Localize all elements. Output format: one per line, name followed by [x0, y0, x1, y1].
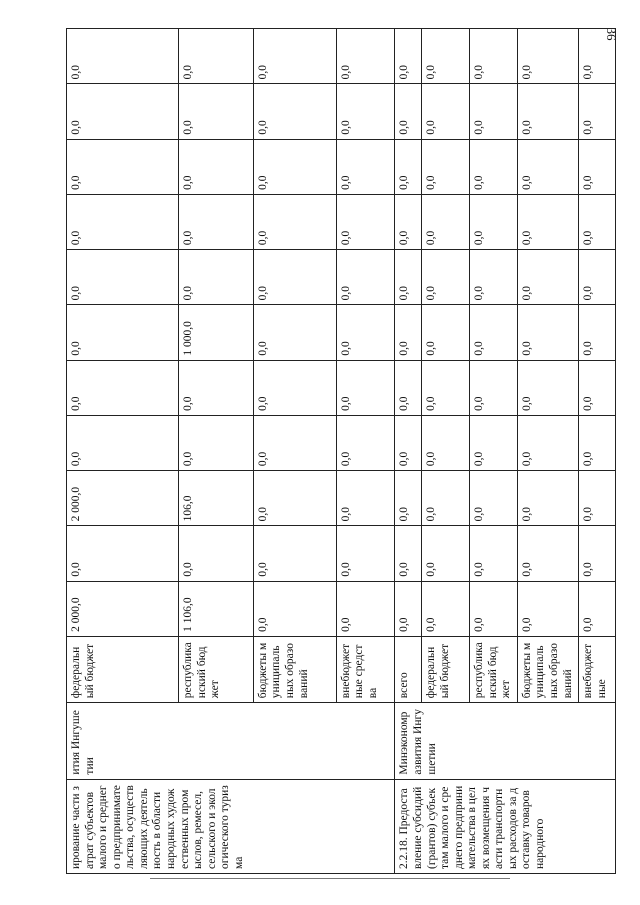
table-cell: 0,0: [422, 194, 470, 249]
table-cell: 0,0: [179, 360, 254, 415]
table-cell: федеральный бюджет: [67, 636, 179, 702]
table-cell: 0,0: [579, 250, 616, 305]
table-cell: 0,0: [579, 139, 616, 194]
table-row: [395, 29, 422, 874]
table-cell: 0,0: [422, 29, 470, 84]
table-cell: 1 000,0: [179, 305, 254, 360]
table-cell: 0,0: [336, 526, 395, 581]
table-cell: 0,0: [253, 471, 336, 526]
page-number: 36: [604, 27, 619, 41]
table-cell: 0,0: [253, 194, 336, 249]
table-cell: 0,0: [67, 526, 179, 581]
table-cell: 0,0: [470, 581, 518, 636]
table-cell: 0,0: [67, 139, 179, 194]
table-cell: 0,0: [179, 194, 254, 249]
table-cell: 0,0: [336, 471, 395, 526]
table-cell: 0,0: [179, 526, 254, 581]
table-cell: 0,0: [395, 305, 422, 360]
table-cell: 0,0: [579, 360, 616, 415]
table-cell: 0,0: [67, 194, 179, 249]
table-cell: 0,0: [579, 415, 616, 470]
table-cell: 0,0: [395, 471, 422, 526]
table-cell: 0,0: [253, 360, 336, 415]
table-cell: 0,0: [179, 250, 254, 305]
table-cell: 0,0: [336, 581, 395, 636]
table-cell: 0,0: [517, 471, 578, 526]
table-cell: 0,0: [336, 415, 395, 470]
table-cell: 0,0: [517, 29, 578, 84]
table-cell: 0,0: [579, 29, 616, 84]
table-cell: 0,0: [179, 84, 254, 139]
table-cell: 0,0: [579, 305, 616, 360]
bottom-rule: [150, 878, 510, 879]
table-cell: 1 106,0: [179, 581, 254, 636]
table-cell: 0,0: [253, 250, 336, 305]
table-cell: внебюджетные средства: [336, 636, 395, 702]
table-cell: бюджеты муниципальных образований: [517, 636, 578, 702]
budget-table: [66, 28, 616, 874]
table-cell: 0,0: [253, 526, 336, 581]
table-cell: 0,0: [67, 29, 179, 84]
table-cell: 0,0: [579, 194, 616, 249]
table-body: [67, 29, 616, 874]
table-cell: внебюджетные: [579, 636, 616, 702]
table-cell: 0,0: [470, 139, 518, 194]
table-cell: 0,0: [395, 360, 422, 415]
table-cell: 0,0: [470, 29, 518, 84]
table-cell: 0,0: [422, 360, 470, 415]
table-cell: 0,0: [395, 250, 422, 305]
table-cell: республиканский бюджет: [470, 636, 518, 702]
table-cell: Минэкономразвития Ингушетии: [395, 703, 616, 779]
table-cell: 0,0: [253, 29, 336, 84]
table-cell: 0,0: [336, 250, 395, 305]
table-cell: 0,0: [422, 471, 470, 526]
table-cell: 0,0: [336, 29, 395, 84]
table-cell: 0,0: [579, 581, 616, 636]
table-cell: 0,0: [517, 415, 578, 470]
table-cell: 0,0: [395, 194, 422, 249]
table-cell: 0,0: [395, 581, 422, 636]
table-cell: 0,0: [470, 471, 518, 526]
table-cell: 0,0: [579, 471, 616, 526]
table-cell: ирование части затрат субъектов малого и среднего предпринимательства, осуществляющих деятельность в области народных художественных промыслов, ремесел, сельского и экологического туризма: [67, 779, 395, 873]
table-cell: 0,0: [179, 415, 254, 470]
table-cell: ития Ингушетии: [67, 703, 395, 779]
table-cell: 0,0: [517, 250, 578, 305]
table-cell: 0,0: [67, 84, 179, 139]
table-cell: 0,0: [517, 194, 578, 249]
table-cell: 0,0: [470, 84, 518, 139]
table-cell: 0,0: [395, 415, 422, 470]
table-cell: 0,0: [422, 526, 470, 581]
table-cell: 0,0: [395, 139, 422, 194]
table-cell: 0,0: [336, 360, 395, 415]
table-cell: 0,0: [517, 581, 578, 636]
table-cell: 0,0: [517, 84, 578, 139]
table-cell: 0,0: [67, 415, 179, 470]
table-cell: бюджеты муниципальных образований: [253, 636, 336, 702]
table-cell: 0,0: [336, 139, 395, 194]
table-cell: 2 000,0: [67, 471, 179, 526]
table-cell: всего: [395, 636, 422, 702]
table-cell: 0,0: [395, 84, 422, 139]
rotated-table-container: [66, 28, 608, 874]
table-cell: 0,0: [422, 139, 470, 194]
table-cell: 0,0: [470, 526, 518, 581]
table-cell: 0,0: [517, 139, 578, 194]
table-cell: 0,0: [336, 305, 395, 360]
table-cell: 0,0: [517, 360, 578, 415]
table-cell: 0,0: [422, 250, 470, 305]
table-cell: 0,0: [336, 194, 395, 249]
table-cell: 0,0: [67, 305, 179, 360]
table-cell: 0,0: [470, 194, 518, 249]
table-cell: 0,0: [179, 29, 254, 84]
table-cell: 0,0: [253, 139, 336, 194]
table-cell: 0,0: [422, 581, 470, 636]
table-cell: 0,0: [67, 250, 179, 305]
table-cell: 0,0: [470, 305, 518, 360]
table-cell: 0,0: [422, 84, 470, 139]
table-cell: 0,0: [422, 305, 470, 360]
table-cell: 0,0: [67, 360, 179, 415]
table-row: [67, 29, 179, 874]
table-cell: 106,0: [179, 471, 254, 526]
table-cell: 0,0: [517, 526, 578, 581]
table-cell: 0,0: [253, 581, 336, 636]
table-cell: 0,0: [470, 250, 518, 305]
table-cell: 0,0: [579, 84, 616, 139]
table-cell: республиканский бюджет: [179, 636, 254, 702]
table-cell: 0,0: [253, 84, 336, 139]
table-cell: 0,0: [253, 415, 336, 470]
table-cell: федеральный бюджет: [422, 636, 470, 702]
table-cell: 0,0: [422, 415, 470, 470]
table-cell: 2 000,0: [67, 581, 179, 636]
table-cell: 0,0: [470, 415, 518, 470]
table-cell: 0,0: [253, 305, 336, 360]
table-cell: 0,0: [517, 305, 578, 360]
table-cell: 0,0: [579, 526, 616, 581]
table-cell: 0,0: [470, 360, 518, 415]
table-cell: 2.2.18. Предоставление субсидий (грантов) субъектам малого и среднего предпринимательства в целях возмещения части транспортных расходов за доставку товаров народного: [395, 779, 616, 873]
table-cell: 0,0: [336, 84, 395, 139]
table-cell: 0,0: [179, 139, 254, 194]
table-cell: 0,0: [395, 526, 422, 581]
table-cell: 0,0: [395, 29, 422, 84]
